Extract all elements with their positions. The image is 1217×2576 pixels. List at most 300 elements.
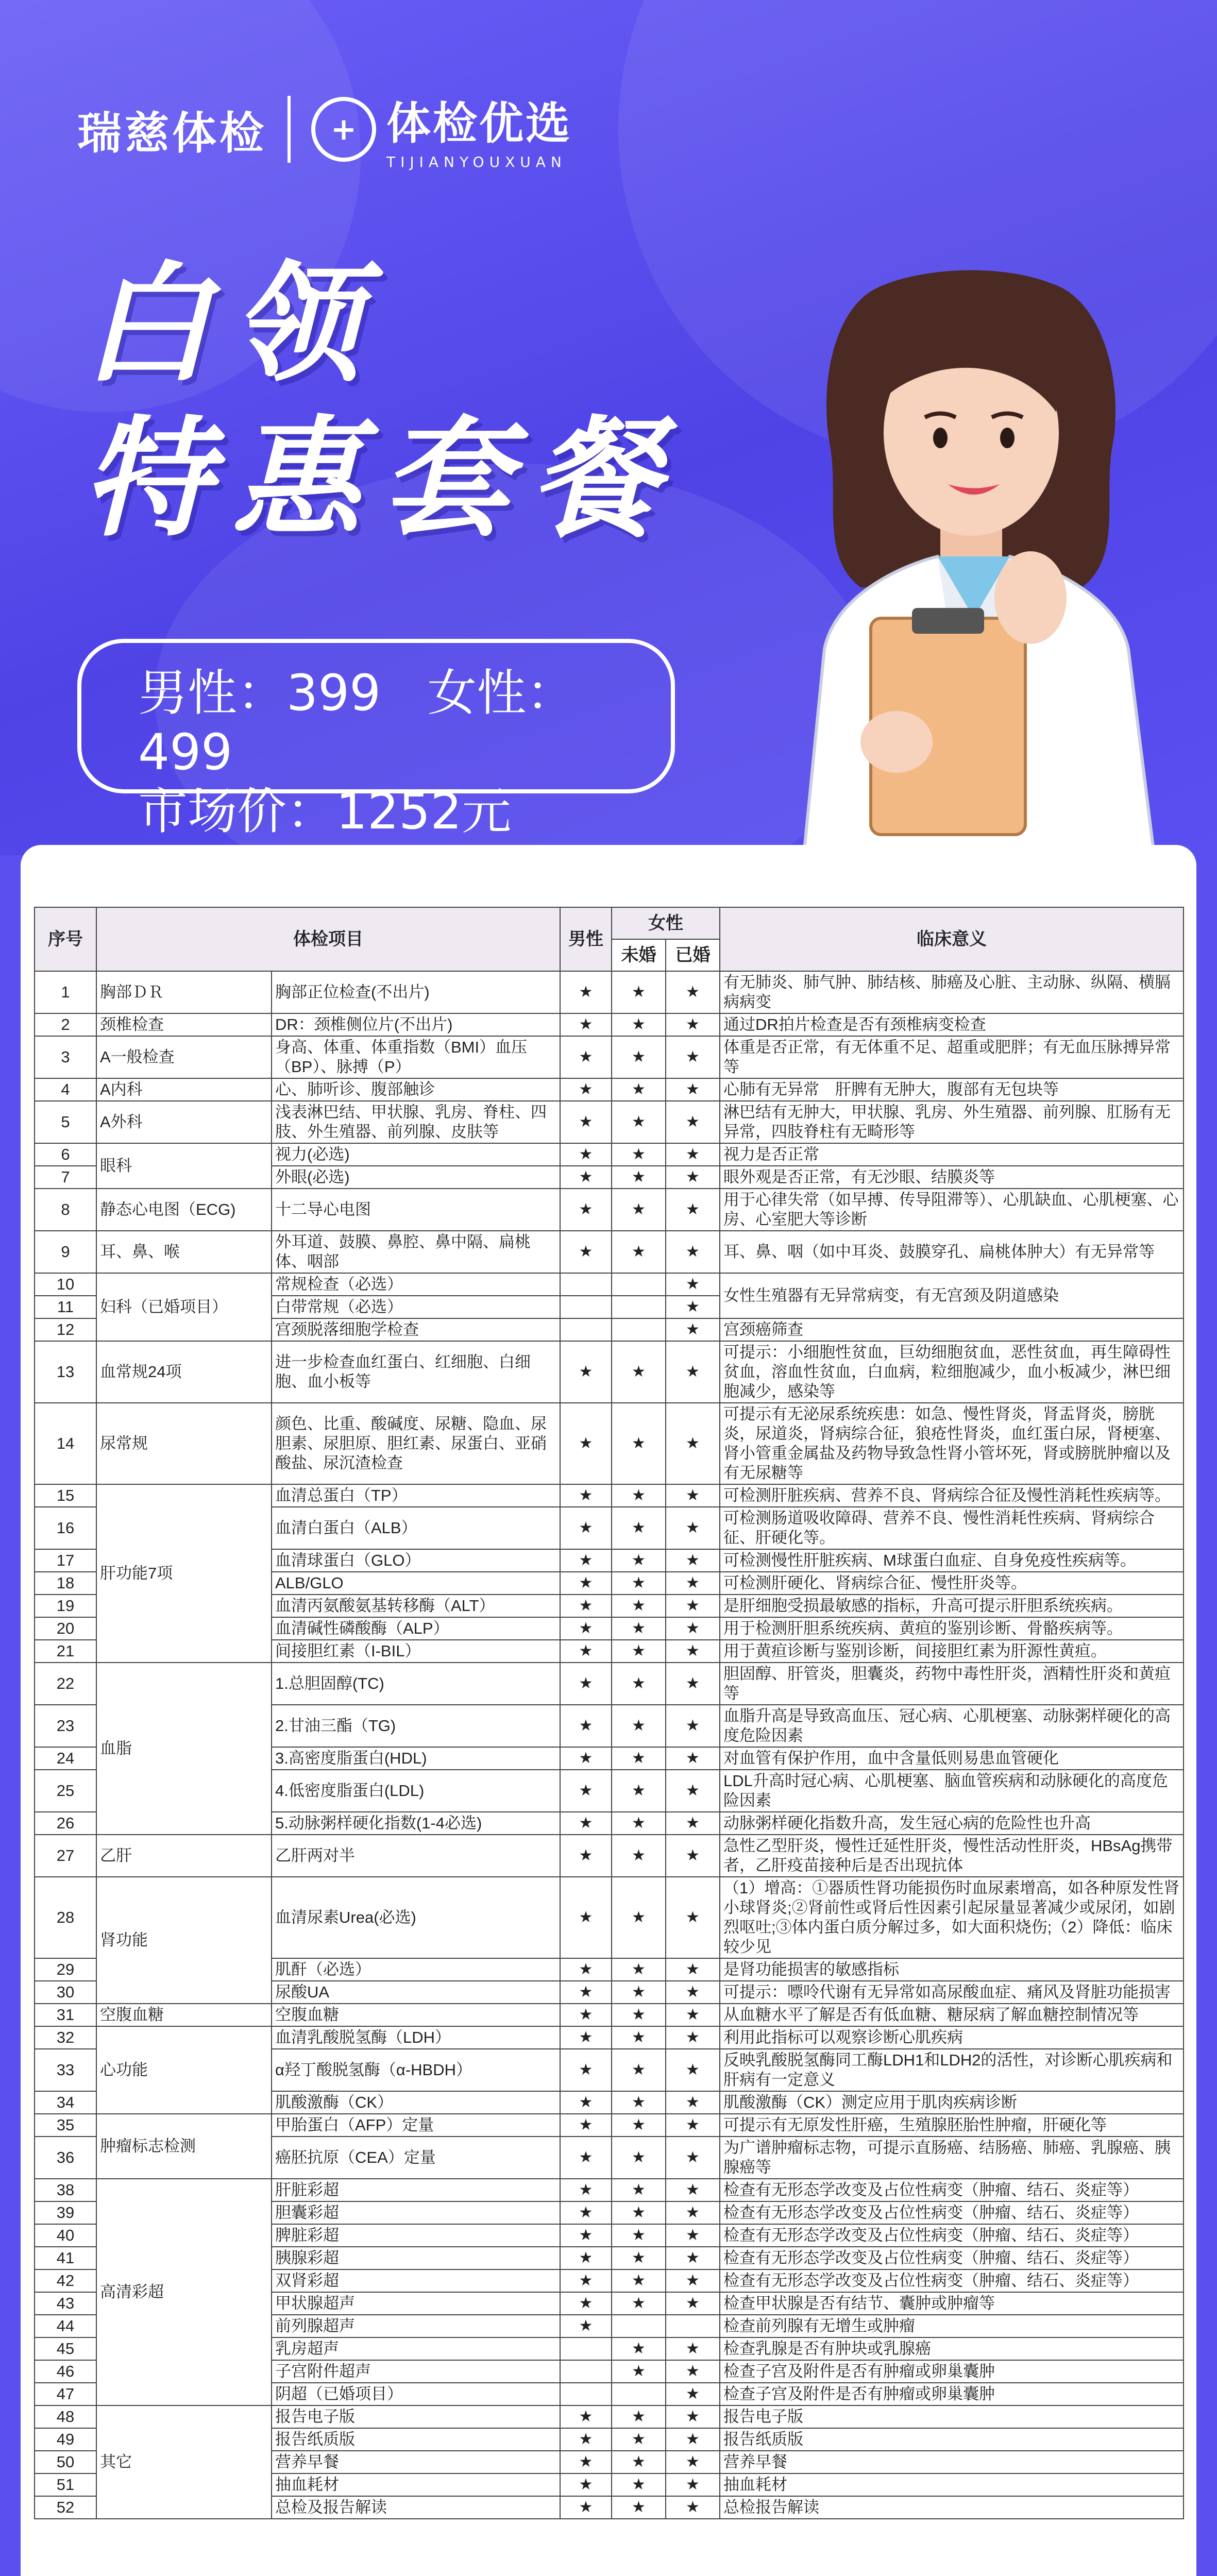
row-item: DR：颈椎侧位片(不出片) xyxy=(272,1013,560,1036)
married-star: ★ xyxy=(666,1101,720,1143)
unmarried-star: ★ xyxy=(612,1507,666,1549)
male-star: ★ xyxy=(560,1549,612,1572)
unmarried-star: ★ xyxy=(612,1835,666,1877)
row-number: 10 xyxy=(35,1273,96,1296)
row-category: 眼科 xyxy=(96,1143,272,1189)
table-row xyxy=(35,1101,1184,1143)
row-number: 33 xyxy=(35,2049,96,2091)
male-star xyxy=(560,2360,612,2383)
row-meaning: 可提示有无泌尿系统疾患：如急、慢性肾炎，肾盂肾炎，膀胱炎，尿道炎，肾病综合征，狼疮性肾炎，血红蛋白尿，肾梗塞、肾小管重金属盐及药物导致急性肾小管坏死，肾或膀胱肿瘤以及有无尿糖等 xyxy=(720,1403,1184,1484)
unmarried-star: ★ xyxy=(612,1617,666,1640)
row-item: 血清白蛋白（ALB） xyxy=(272,1507,560,1549)
row-item: ALB/GLO xyxy=(272,1572,560,1595)
unmarried-star: ★ xyxy=(612,2026,666,2049)
row-number: 29 xyxy=(35,1958,96,1981)
married-star: ★ xyxy=(666,1877,720,1958)
row-number: 34 xyxy=(35,2091,96,2114)
table-row xyxy=(35,1189,1184,1231)
row-category: 高清彩超 xyxy=(96,2179,272,2405)
header-unmarried: 未婚 xyxy=(612,939,666,971)
male-star: ★ xyxy=(560,2114,612,2137)
row-number: 12 xyxy=(35,1318,96,1341)
row-item: α羟丁酸脱氢酶（α-HBDH） xyxy=(272,2049,560,2091)
male-star: ★ xyxy=(560,2004,612,2026)
married-star: ★ xyxy=(666,1705,720,1747)
row-item: 报告电子版 xyxy=(272,2405,560,2428)
row-number: 45 xyxy=(35,2337,96,2360)
married-star: ★ xyxy=(666,1640,720,1663)
unmarried-star xyxy=(612,1273,666,1296)
row-number: 7 xyxy=(35,1166,96,1189)
married-star: ★ xyxy=(666,2091,720,2114)
married-star: ★ xyxy=(666,2360,720,2383)
table-row xyxy=(35,1036,1184,1078)
married-star: ★ xyxy=(666,1189,720,1231)
married-star: ★ xyxy=(666,1036,720,1078)
row-meaning: 视力是否正常 xyxy=(720,1143,1184,1166)
row-category: 空腹血糖 xyxy=(96,2004,272,2026)
married-star: ★ xyxy=(666,1770,720,1812)
unmarried-star: ★ xyxy=(612,1143,666,1166)
unmarried-star: ★ xyxy=(612,2428,666,2451)
row-meaning: 可检测肝脏疾病、营养不良、肾病综合征及慢性消耗性疾病等。 xyxy=(720,1484,1184,1507)
row-meaning: 可提示：小细胞性贫血，巨幼细胞贫血，恶性贫血，再生障碍性贫血，溶血性贫血，白血病，粒细胞减少，血小板减少，淋巴细胞减少，感染等 xyxy=(720,1341,1184,1403)
row-meaning: 营养早餐 xyxy=(720,2451,1184,2473)
male-star: ★ xyxy=(560,2451,612,2473)
row-meaning: 检查子宫及附件是否有肿瘤或卵巢囊肿 xyxy=(720,2383,1184,2405)
male-star: ★ xyxy=(560,1189,612,1231)
unmarried-star: ★ xyxy=(612,1705,666,1747)
male-star: ★ xyxy=(560,1036,612,1078)
unmarried-star: ★ xyxy=(612,1166,666,1189)
row-category: 血脂 xyxy=(96,1663,272,1835)
married-star: ★ xyxy=(666,2179,720,2201)
married-star: ★ xyxy=(666,2201,720,2224)
row-meaning: 是肝细胞受损最敏感的指标，升高可提示肝胆系统疾病。 xyxy=(720,1595,1184,1617)
row-number: 46 xyxy=(35,2360,96,2383)
unmarried-star: ★ xyxy=(612,1812,666,1835)
row-category: 耳、鼻、喉 xyxy=(96,1231,272,1273)
table-row xyxy=(35,2026,1184,2049)
row-meaning: 耳、鼻、咽（如中耳炎、鼓膜穿孔、扁桃体肿大）有无异常等 xyxy=(720,1231,1184,1273)
row-item: 胸部正位检查(不出片) xyxy=(272,971,560,1013)
row-item: 脾脏彩超 xyxy=(272,2224,560,2247)
row-number: 26 xyxy=(35,1812,96,1835)
row-meaning: 报告电子版 xyxy=(720,2405,1184,2428)
row-meaning: LDL升高时冠心病、心肌梗塞、脑血管疾病和动脉硬化的高度危险因素 xyxy=(720,1770,1184,1812)
married-star: ★ xyxy=(666,2137,720,2179)
row-meaning: 通过DR拍片检查是否有颈椎病变检查 xyxy=(720,1013,1184,1036)
unmarried-star: ★ xyxy=(612,2179,666,2201)
row-item: 2.甘油三酯（TG) xyxy=(272,1705,560,1747)
male-star: ★ xyxy=(560,2137,612,2179)
male-star: ★ xyxy=(560,971,612,1013)
row-item: 4.低密度脂蛋白(LDL) xyxy=(272,1770,560,1812)
row-item: 身高、体重、体重指数（BMI）血压（BP）、脉搏（P） xyxy=(272,1036,560,1078)
unmarried-star: ★ xyxy=(612,1341,666,1403)
unmarried-star: ★ xyxy=(612,1770,666,1812)
row-item: 血清乳酸脱氢酶（LDH） xyxy=(272,2026,560,2049)
table-row xyxy=(35,2405,1184,2428)
brand-name: 瑞慈体检 xyxy=(77,107,267,159)
row-item: 血清碱性磷酸酶（ALP） xyxy=(272,1617,560,1640)
row-category: 胸部ＤＲ xyxy=(96,971,272,1013)
married-star: ★ xyxy=(666,1231,720,1273)
row-number: 5 xyxy=(35,1101,96,1143)
male-star: ★ xyxy=(560,1166,612,1189)
row-meaning: 女性生殖器有无异常病变，有无宫颈及阴道感染 xyxy=(720,1273,1184,1318)
unmarried-star: ★ xyxy=(612,1403,666,1484)
row-number: 11 xyxy=(35,1296,96,1318)
row-item: 3.高密度脂蛋白(HDL) xyxy=(272,1747,560,1770)
row-category: 肿瘤标志检测 xyxy=(96,2114,272,2179)
row-meaning: 报告纸质版 xyxy=(720,2428,1184,2451)
row-meaning: 体重是否正常，有无体重不足、超重或肥胖；有无血压脉搏异常等 xyxy=(720,1036,1184,1078)
married-star: ★ xyxy=(666,2224,720,2247)
married-star: ★ xyxy=(666,1572,720,1595)
married-star: ★ xyxy=(666,2383,720,2405)
table-row xyxy=(35,971,1184,1013)
row-meaning: 可提示有无原发性肝癌，生殖腺胚胎性肿瘤，肝硬化等 xyxy=(720,2114,1184,2137)
male-star: ★ xyxy=(560,2179,612,2201)
married-star: ★ xyxy=(666,2049,720,2091)
row-number: 8 xyxy=(35,1189,96,1231)
male-star: ★ xyxy=(560,2496,612,2519)
row-number: 50 xyxy=(35,2451,96,2473)
unmarried-star: ★ xyxy=(612,2473,666,2496)
row-meaning: 检查有无形态学改变及占位性病变（肿瘤、结石、炎症等） xyxy=(720,2269,1184,2292)
row-item: 颜色、比重、酸碱度、尿糖、隐血、尿胆素、尿胆原、胆红素、尿蛋白、亚硝酸盐、尿沉渣检查 xyxy=(272,1403,560,1484)
header-no: 序号 xyxy=(35,907,96,971)
row-item: 1.总胆固醇(TC) xyxy=(272,1663,560,1705)
market-price: 市场价：1252元 xyxy=(138,783,512,840)
married-star: ★ xyxy=(666,1403,720,1484)
row-meaning: 检查有无形态学改变及占位性病变（肿瘤、结石、炎症等） xyxy=(720,2224,1184,2247)
married-star: ★ xyxy=(666,1835,720,1877)
unmarried-star: ★ xyxy=(612,2247,666,2269)
married-star: ★ xyxy=(666,1617,720,1640)
partner-name: 体检优选 xyxy=(386,98,572,149)
doctor-illustration xyxy=(742,227,1206,855)
table-row xyxy=(35,1403,1184,1484)
row-item: 尿酸UA xyxy=(272,1981,560,2004)
row-item: 空腹血糖 xyxy=(272,2004,560,2026)
row-meaning: 用于黄疸诊断与鉴别诊断，间接胆红素为肝源性黄疸。 xyxy=(720,1640,1184,1663)
unmarried-star xyxy=(612,1318,666,1341)
row-number: 36 xyxy=(35,2137,96,2179)
row-item: 报告纸质版 xyxy=(272,2428,560,2451)
row-meaning: 可检测肠道吸收障碍、营养不良、慢性消耗性疾病、肾病综合征、肝硬化等。 xyxy=(720,1507,1184,1549)
row-item: 胆囊彩超 xyxy=(272,2201,560,2224)
row-meaning: 可检测肝硬化、肾病综合征、慢性肝炎等。 xyxy=(720,1572,1184,1595)
partner-pinyin: TIJIANYOUXUAN xyxy=(386,154,567,171)
married-star: ★ xyxy=(666,2292,720,2315)
male-star: ★ xyxy=(560,1484,612,1507)
row-category: 妇科（已婚项目） xyxy=(96,1273,272,1341)
table-row xyxy=(35,1877,1184,1958)
unmarried-star: ★ xyxy=(612,2091,666,2114)
female-price: 女性：499 xyxy=(138,664,576,781)
row-meaning: 抽血耗材 xyxy=(720,2473,1184,2496)
table-row xyxy=(35,1341,1184,1403)
row-meaning: 检查乳腺是否有肿块或乳腺癌 xyxy=(720,2337,1184,2360)
married-star: ★ xyxy=(666,1507,720,1549)
male-star: ★ xyxy=(560,2247,612,2269)
row-number: 49 xyxy=(35,2428,96,2451)
row-number: 23 xyxy=(35,1705,96,1747)
male-star: ★ xyxy=(560,2026,612,2049)
price-box xyxy=(77,639,675,840)
married-star: ★ xyxy=(666,1663,720,1705)
unmarried-star: ★ xyxy=(612,1013,666,1036)
table-row xyxy=(35,2114,1184,2137)
row-meaning: 反映乳酸脱氢酶同工酶LDH1和LDH2的活性，对诊断心肌疾病和肝病有一定意义 xyxy=(720,2049,1184,2091)
row-meaning: 肌酸激酶（CK）测定应用于肌肉疾病诊断 xyxy=(720,2091,1184,2114)
header-item: 体检项目 xyxy=(96,907,560,971)
row-item: 甲状腺超声 xyxy=(272,2292,560,2315)
row-item: 血清球蛋白（GLO） xyxy=(272,1549,560,1572)
header-meaning: 临床意义 xyxy=(720,907,1184,971)
title-line-1: 白领 xyxy=(82,249,381,399)
male-star: ★ xyxy=(560,1705,612,1747)
unmarried-star: ★ xyxy=(612,2451,666,2473)
row-number: 17 xyxy=(35,1549,96,1572)
male-star xyxy=(560,1318,612,1341)
unmarried-star: ★ xyxy=(612,2137,666,2179)
row-item: 血清总蛋白（TP） xyxy=(272,1484,560,1507)
row-meaning: 有无肺炎、肺气肿、肺结核、肺癌及心脏、主动脉、纵隔、横膈病病变 xyxy=(720,971,1184,1013)
married-star: ★ xyxy=(666,2496,720,2519)
table-row xyxy=(35,1663,1184,1705)
row-number: 6 xyxy=(35,1143,96,1166)
male-star: ★ xyxy=(560,2315,612,2337)
table-row xyxy=(35,1231,1184,1273)
row-number: 27 xyxy=(35,1835,96,1877)
row-number: 25 xyxy=(35,1770,96,1812)
male-star: ★ xyxy=(560,2091,612,2114)
row-number: 48 xyxy=(35,2405,96,2428)
male-star: ★ xyxy=(560,1640,612,1663)
row-number: 18 xyxy=(35,1572,96,1595)
unmarried-star: ★ xyxy=(612,2269,666,2292)
row-number: 28 xyxy=(35,1877,96,1958)
row-number: 32 xyxy=(35,2026,96,2049)
table-row xyxy=(35,1013,1184,1036)
table-row xyxy=(35,1835,1184,1877)
unmarried-star: ★ xyxy=(612,1572,666,1595)
male-star: ★ xyxy=(560,1595,612,1617)
male-star: ★ xyxy=(560,2292,612,2315)
row-meaning: 急性乙型肝炎，慢性迁延性肝炎，慢性活动性肝炎，HBsAg携带者，乙肝疫苗接种后是否出现抗体 xyxy=(720,1835,1184,1877)
row-number: 14 xyxy=(35,1403,96,1484)
row-meaning: 检查子宫及附件是否有肿瘤或卵巢囊肿 xyxy=(720,2360,1184,2383)
married-star: ★ xyxy=(666,2405,720,2428)
row-number: 40 xyxy=(35,2224,96,2247)
table-body xyxy=(35,971,1184,2519)
row-number: 41 xyxy=(35,2247,96,2269)
unmarried-star: ★ xyxy=(612,2004,666,2026)
row-number: 43 xyxy=(35,2292,96,2315)
row-meaning: 从血糖水平了解是否有低血糖、糖尿病了解血糖控制情况等 xyxy=(720,2004,1184,2026)
unmarried-star: ★ xyxy=(612,2405,666,2428)
row-category: 肝功能7项 xyxy=(96,1484,272,1663)
male-star: ★ xyxy=(560,2405,612,2428)
unmarried-star: ★ xyxy=(612,2201,666,2224)
male-star: ★ xyxy=(560,1981,612,2004)
married-star: ★ xyxy=(666,971,720,1013)
married-star: ★ xyxy=(666,2269,720,2292)
row-number: 30 xyxy=(35,1981,96,2004)
row-meaning: 宫颈癌筛查 xyxy=(720,1318,1184,1341)
row-number: 22 xyxy=(35,1663,96,1705)
row-item: 常规检查（必选） xyxy=(272,1273,560,1296)
married-star: ★ xyxy=(666,1078,720,1101)
row-number: 3 xyxy=(35,1036,96,1078)
unmarried-star: ★ xyxy=(612,1101,666,1143)
row-item: 血清尿素Urea(必选) xyxy=(272,1877,560,1958)
row-number: 44 xyxy=(35,2315,96,2337)
row-item: 子宫附件超声 xyxy=(272,2360,560,2383)
male-star: ★ xyxy=(560,1572,612,1595)
male-star: ★ xyxy=(560,1835,612,1877)
unmarried-star: ★ xyxy=(612,2049,666,2091)
row-item: 肝脏彩超 xyxy=(272,2179,560,2201)
male-star: ★ xyxy=(560,2049,612,2091)
row-meaning: 为广谱肿瘤标志物，可提示直肠癌、结肠癌、肺癌、乳腺癌、胰腺癌等 xyxy=(720,2137,1184,2179)
row-category: 静态心电图（ECG) xyxy=(96,1189,272,1231)
unmarried-star: ★ xyxy=(612,971,666,1013)
row-number: 39 xyxy=(35,2201,96,2224)
table-row xyxy=(35,1484,1184,1507)
male-star: ★ xyxy=(560,1747,612,1770)
row-number: 51 xyxy=(35,2473,96,2496)
unmarried-star xyxy=(612,2315,666,2337)
row-meaning: 眼外观是否正常，有无沙眼、结膜炎等 xyxy=(720,1166,1184,1189)
row-number: 4 xyxy=(35,1078,96,1101)
married-star: ★ xyxy=(666,1747,720,1770)
male-star: ★ xyxy=(560,1078,612,1101)
male-star: ★ xyxy=(560,1958,612,1981)
row-item: 肌酸激酶（CK） xyxy=(272,2091,560,2114)
row-category: 血常规24项 xyxy=(96,1341,272,1403)
male-star: ★ xyxy=(560,1663,612,1705)
row-number: 35 xyxy=(35,2114,96,2137)
married-star: ★ xyxy=(666,2114,720,2137)
partner-logo-icon: + xyxy=(311,97,376,162)
row-meaning: 胆固醇、肝管炎，胆囊炎，药物中毒性肝炎，酒精性肝炎和黄疸等 xyxy=(720,1663,1184,1705)
row-item: 双肾彩超 xyxy=(272,2269,560,2292)
row-number: 2 xyxy=(35,1013,96,1036)
married-star: ★ xyxy=(666,1484,720,1507)
row-number: 52 xyxy=(35,2496,96,2519)
married-star: ★ xyxy=(666,1013,720,1036)
male-star: ★ xyxy=(560,2473,612,2496)
row-category: 其它 xyxy=(96,2405,272,2519)
row-meaning: 用于心律失常（如早搏、传导阻滞等）、心肌缺血、心肌梗塞、心房、心室肥大等诊断 xyxy=(720,1189,1184,1231)
row-item: 阴超（已婚项目） xyxy=(272,2383,560,2405)
male-star: ★ xyxy=(560,2428,612,2451)
male-star: ★ xyxy=(560,2224,612,2247)
row-category: A内科 xyxy=(96,1078,272,1101)
married-star: ★ xyxy=(666,1341,720,1403)
row-meaning: 动脉粥样硬化指数升高，发生冠心病的危险性也升高 xyxy=(720,1812,1184,1835)
married-star: ★ xyxy=(666,1549,720,1572)
married-star: ★ xyxy=(666,1595,720,1617)
package-table-wrap xyxy=(34,907,1183,2519)
row-meaning: 利用此指标可以观察诊断心肌疾病 xyxy=(720,2026,1184,2049)
page-title xyxy=(82,247,680,556)
row-number: 24 xyxy=(35,1747,96,1770)
male-star: ★ xyxy=(560,1013,612,1036)
row-meaning: 检查甲状腺是否有结节、囊肿或肿瘤等 xyxy=(720,2292,1184,2315)
row-item: 白带常规（必选） xyxy=(272,1296,560,1318)
male-star: ★ xyxy=(560,1877,612,1958)
row-item: 乙肝两对半 xyxy=(272,1835,560,1877)
row-meaning: 总检报告解读 xyxy=(720,2496,1184,2519)
table-row xyxy=(35,1273,1184,1296)
row-item: 癌胚抗原（CEA）定量 xyxy=(272,2137,560,2179)
unmarried-star: ★ xyxy=(612,2292,666,2315)
married-star: ★ xyxy=(666,2247,720,2269)
male-star xyxy=(560,2383,612,2405)
unmarried-star: ★ xyxy=(612,1663,666,1705)
unmarried-star: ★ xyxy=(612,2496,666,2519)
unmarried-star: ★ xyxy=(612,2360,666,2383)
row-item: 胰腺彩超 xyxy=(272,2247,560,2269)
row-number: 21 xyxy=(35,1640,96,1663)
row-number: 31 xyxy=(35,2004,96,2026)
row-number: 47 xyxy=(35,2383,96,2405)
unmarried-star: ★ xyxy=(612,1231,666,1273)
brand-divider xyxy=(288,96,291,163)
unmarried-star: ★ xyxy=(612,1747,666,1770)
header-male: 男性 xyxy=(560,907,612,971)
male-star: ★ xyxy=(560,2269,612,2292)
table-row xyxy=(35,1078,1184,1101)
male-star: ★ xyxy=(560,1507,612,1549)
unmarried-star: ★ xyxy=(612,1595,666,1617)
male-price: 男性：399 xyxy=(138,664,381,722)
row-item: 进一步检查血红蛋白、红细胞、白细胞、血小板等 xyxy=(272,1341,560,1403)
row-meaning: 用于检测肝胆系统疾病、黄疸的鉴别诊断、骨骼疾病等。 xyxy=(720,1617,1184,1640)
row-item: 5.动脉粥样硬化指数(1-4必选) xyxy=(272,1812,560,1835)
unmarried-star: ★ xyxy=(612,2337,666,2360)
married-star: ★ xyxy=(666,1981,720,2004)
row-category: A外科 xyxy=(96,1101,272,1143)
married-star: ★ xyxy=(666,1296,720,1318)
row-meaning: 检查前列腺有无增生或肿瘤 xyxy=(720,2315,1184,2337)
row-item: 甲胎蛋白（AFP）定量 xyxy=(272,2114,560,2137)
unmarried-star: ★ xyxy=(612,1549,666,1572)
male-star xyxy=(560,1296,612,1318)
row-meaning: 可检测慢性肝脏疾病、M球蛋白血症、自身免疫性疾病等。 xyxy=(720,1549,1184,1572)
male-star: ★ xyxy=(560,1143,612,1166)
married-star: ★ xyxy=(666,2026,720,2049)
hero-banner xyxy=(0,0,1217,855)
married-star: ★ xyxy=(666,2451,720,2473)
row-meaning: 血脂升高是导致高血压、冠心病、心肌梗塞、动脉粥样硬化的高度危险因素 xyxy=(720,1705,1184,1747)
row-meaning: 淋巴结有无肿大，甲状腺、乳房、外生殖器、前列腺、肛肠有无异常，四肢脊柱有无畸形等 xyxy=(720,1101,1184,1143)
unmarried-star: ★ xyxy=(612,2224,666,2247)
row-category: 尿常规 xyxy=(96,1403,272,1484)
married-star: ★ xyxy=(666,1273,720,1296)
row-category: 乙肝 xyxy=(96,1835,272,1877)
male-star: ★ xyxy=(560,1770,612,1812)
header-married: 已婚 xyxy=(666,939,720,971)
row-number: 13 xyxy=(35,1341,96,1403)
row-number: 38 xyxy=(35,2179,96,2201)
row-number: 16 xyxy=(35,1507,96,1549)
